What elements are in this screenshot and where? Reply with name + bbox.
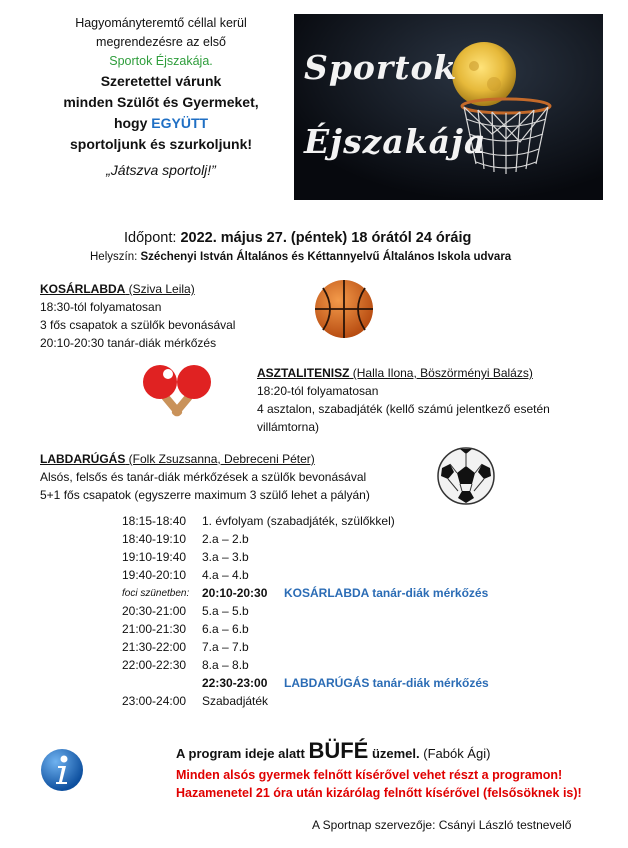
place-label: Helyszín: xyxy=(90,251,141,263)
schedule-extra: KOSÁRLABDA tanár-diák mérkőzés xyxy=(284,586,489,600)
schedule-time: 19:10-19:40 xyxy=(122,550,187,564)
schedule-time: 21:00-21:30 xyxy=(122,622,187,636)
schedule-time: foci szünetben: xyxy=(122,588,190,599)
intro-line-1: Hagyományteremtő céllal kerül xyxy=(75,16,247,30)
event-name: Sportok Éjszakája. xyxy=(109,54,213,68)
table-tennis-title: ASZTALITENISZ xyxy=(257,366,350,380)
organizer: A Sportnap szervezője: Csányi László testnevelő xyxy=(312,818,572,832)
welcome-line-1: Szeretettel várunk xyxy=(100,73,222,89)
schedule-time: 22:00-22:30 xyxy=(122,658,187,672)
intro-line-2: megrendezésre az első xyxy=(96,35,226,49)
basketball-leader: (Sziva Leila) xyxy=(125,282,195,296)
schedule-event: 8.a – 8.b xyxy=(202,658,249,672)
schedule-time: 18:40-19:10 xyxy=(122,532,187,546)
intro-text xyxy=(40,14,282,180)
schedule-event: 2.a – 2.b xyxy=(202,532,249,546)
football-icon xyxy=(436,446,496,506)
schedule-event: 20:10-20:30 xyxy=(202,586,268,600)
event-place xyxy=(90,251,511,263)
welcome-line-3 xyxy=(40,113,282,134)
place-value: Széchenyi István Általános és Kéttannyelvű Általános Iskola udvara xyxy=(140,251,512,263)
schedule-event: 1. évfolyam (szabadjáték, szülőkkel) xyxy=(202,514,395,528)
basketball-line: 18:30-tól folyamatosan xyxy=(40,300,162,314)
basketball-heading xyxy=(40,280,235,298)
schedule-time: 20:30-21:00 xyxy=(122,604,187,618)
table-tennis-leader: (Halla Ilona, Böszörményi Balázs) xyxy=(349,366,533,380)
football-leader: (Folk Zsuzsanna, Debreceni Péter) xyxy=(125,452,315,466)
football-section xyxy=(40,450,370,504)
welcome-line-3a: hogy xyxy=(113,115,152,131)
schedule-event: 5.a – 5.b xyxy=(202,604,249,618)
schedule-event: Szabadjáték xyxy=(202,694,269,708)
buffet-post: üzemel. xyxy=(368,746,420,761)
notice-line: Minden alsós gyermek felnőtt kísérővel vehet részt a programon! xyxy=(176,768,563,782)
table-tennis-line: 18:20-tól folyamatosan xyxy=(257,384,379,398)
buffet-line xyxy=(176,738,490,764)
schedule-event: 22:30-23:00 xyxy=(202,676,268,690)
moon-ball-icon xyxy=(452,42,516,106)
basketball-icon xyxy=(313,278,375,340)
table-tennis-section xyxy=(257,364,550,436)
basketball-line: 3 fős csapatok a szülők bevonásával xyxy=(40,318,236,332)
football-heading xyxy=(40,450,370,468)
schedule-extra: LABDARÚGÁS tanár-diák mérkőzés xyxy=(284,676,489,690)
schedule-event: 6.a – 6.b xyxy=(202,622,249,636)
together-word: EGYÜTT xyxy=(151,115,209,131)
welcome-line-4: sportoljunk és szurkoljunk! xyxy=(69,136,253,152)
schedule-time: 21:30-22:00 xyxy=(122,640,187,654)
schedule-time: 19:40-20:10 xyxy=(122,568,187,582)
time-label: Időpont: xyxy=(124,230,181,246)
basketball-line: 20:10-20:30 tanár-diák mérkőzés xyxy=(40,336,217,350)
table-tennis-line: villámtorna) xyxy=(257,420,320,434)
schedule-time: 23:00-24:00 xyxy=(122,694,187,708)
welcome-line-2: minden Szülőt és Gyermeket, xyxy=(63,94,259,110)
poster-title-2: Éjszakája xyxy=(304,122,487,161)
schedule-time: 18:15-18:40 xyxy=(122,514,187,528)
time-value: 2022. május 27. (péntek) 18 órától 24 óráig xyxy=(180,230,472,246)
info-icon xyxy=(40,748,84,792)
basketball-section xyxy=(40,280,235,352)
poster-title-1: Sportok xyxy=(304,48,458,87)
table-tennis-line: 4 asztalon, szabadjáték (kellő számú jelentkező esetén xyxy=(257,402,550,416)
table-tennis-icon xyxy=(138,362,216,420)
event-time xyxy=(124,230,471,246)
poster-image xyxy=(294,14,603,200)
schedule-event: 4.a – 4.b xyxy=(202,568,249,582)
football-line: 5+1 fős csapatok (egyszerre maximum 3 szülő lehet a pályán) xyxy=(40,488,370,502)
table-tennis-heading xyxy=(257,364,550,382)
schedule-event: 7.a – 7.b xyxy=(202,640,249,654)
notice-line: Hazamenetel 21 óra után kizárólag felnőtt kísérővel (felsősöknek is)! xyxy=(176,786,582,800)
basketball-title: KOSÁRLABDA xyxy=(40,282,126,296)
buffet-word: BÜFÉ xyxy=(308,738,369,763)
poster-art xyxy=(294,14,603,200)
buffet-who: (Fabók Ági) xyxy=(419,746,491,761)
football-line: Alsós, felsős és tanár-diák mérkőzések a szülők bevonásával xyxy=(40,470,367,484)
schedule-event: 3.a – 3.b xyxy=(202,550,249,564)
motto: „Játszva sportolj!” xyxy=(106,162,216,178)
notice xyxy=(176,766,582,802)
buffet-pre: A program ideje alatt xyxy=(176,746,309,761)
football-title: LABDARÚGÁS xyxy=(40,452,126,466)
